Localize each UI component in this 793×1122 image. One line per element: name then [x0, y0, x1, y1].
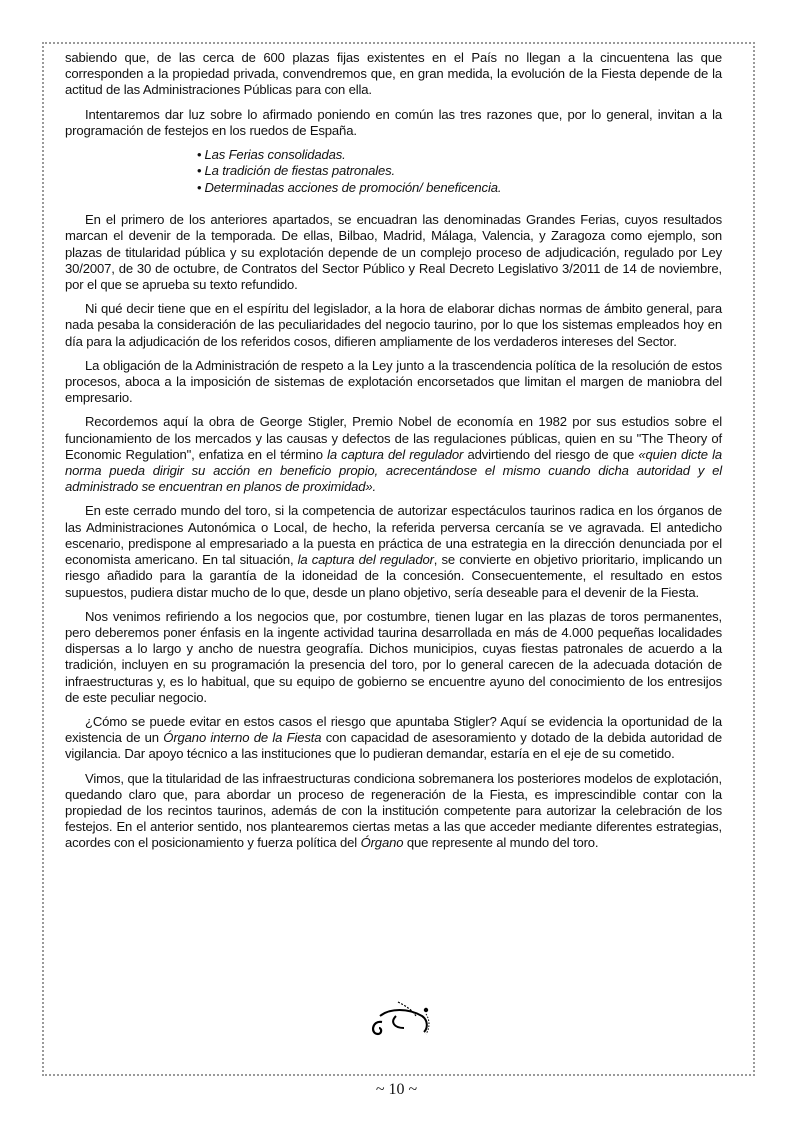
emphasis: Órgano [360, 835, 404, 851]
paragraph [65, 771, 722, 852]
text-run: , se convierte en objetivo prioritario, implicando un riesgo añadido para la garantía de la idoneidad de la concesión. Consecuentemente, el resultado en estos supuestos, pudiera distar mucho de lo que, desde un plano objetivo, sería deseable para el devenir de la Fiesta. [65, 552, 722, 600]
paragraph: Ni qué decir tiene que en el espíritu del legislador, a la hora de elaborar dichas normas de ámbito general, para nada pesaba la consideración de las peculiaridades del negocio taurino, por lo que los sistemas empleados hoy en día para la adjudicación de los referidos cosos, difieren ampliamente de los verdaderos intereses del Sector. [65, 301, 722, 349]
flourish-ornament-icon [368, 994, 438, 1038]
paragraph [65, 503, 722, 600]
document-body [65, 50, 722, 860]
paragraph: La obligación de la Administración de respeto a la Ley junto a la trascendencia política de la resolución de estos procesos, aboca a la imposición de sistemas de explotación encorsetados que limitan el margen de maniobra del empresario. [65, 357, 722, 406]
reasons-list [197, 147, 722, 196]
text-run: con capacidad de asesoramiento y dotado de la debida autoridad de vigilancia. Dar apoyo técnico a las instituciones que lo pudieran demandar, estaría en el eje de su cometido. [65, 730, 722, 762]
text-run: Recordemos aquí la obra de George Stigler, Premio Nobel de economía en 1982 por sus estudios sobre el funcionamiento de los mercados y las causas y defectos de las regulaciones públicas, quien en su "The Theory of Economic Regulation", enfatiza en el término [65, 414, 722, 462]
emphasis: la captura del regulador [327, 446, 464, 462]
list-item: • Las Ferias consolidadas. [197, 147, 722, 163]
text-run: Vimos, que la titularidad de las infraestructuras condiciona sobremanera los posteriores modelos de explotación, quedando claro que, para abordar un proceso de regeneración de la Fiesta, es imprescindible contar con la propiedad de los recintos taurinos, además de con la institución competente para autorizar la celebración de los festejos. En el anterior sentido, nos plantearemos ciertas metas a las que acceder mediante diferentes estrategias, acordes con el posicionamiento y fuerza política del [65, 770, 722, 851]
page-number: ~ 10 ~ [375, 1081, 418, 1098]
paragraph: Intentaremos dar luz sobre lo afirmado poniendo en común las tres razones que, por lo general, invitan a la programación de festejos en los ruedos de España. [65, 106, 722, 138]
paragraph: sabiendo que, de las cerca de 600 plazas fijas existentes en el País no llegan a la cincuentena las que corresponden a la propiedad privada, convendremos que, en gran medida, la evolución de la Fiesta depende de la actitud de las Administraciones Públicas para con ella. [65, 50, 722, 98]
paragraph: Nos venimos refiriendo a los negocios que, por costumbre, tienen lugar en las plazas de toros permanentes, pero deberemos poner énfasis en la ingente actividad taurina desarrollada en más de 4.000 pequeñas localidades dispersas a lo largo y ancho de nuestra geografía. Dichos municipios, cuyas fiestas patronales de acuerdo a la tradición, incluyen en su programación la presencia del toro, por lo general carecen de la adecuada dotación de infraestructuras y, es lo habitual, que su equipo de gobierno se encuentre ayuno del conocimiento de los entresijos de este peculiar negocio. [65, 608, 722, 705]
paragraph: En el primero de los anteriores apartados, se encuadran las denominadas Grandes Ferias, cuyos resultados marcan el devenir de la temporada. De ellas, Bilbao, Madrid, Málaga, Valencia, y Zaragoza como ejemplo, son plazas de titularidad pública y su explotación depende de un complejo proceso de adjudicación, regulado por Ley 30/2007, de 30 de octubre, de Contratos del Sector Público y Real Decreto Legislativo 3/2011 de 14 de noviembre, por el que se aprueba su texto refundido. [65, 212, 722, 293]
emphasis: la captura del regulador [297, 552, 434, 568]
emphasis: Órgano interno de la Fiesta [163, 730, 322, 746]
list-item: • Determinadas acciones de promoción/ beneficencia. [197, 180, 722, 196]
text-run: ¿Cómo se puede evitar en estos casos el riesgo que apuntaba Stigler? Aquí se evidencia la oportunidad de la existencia de un [65, 713, 722, 746]
paragraph [65, 714, 722, 763]
quote: «quien dicte la norma pueda dirigir su acción en beneficio propio, acrecentándose el mismo cuando dicha autoridad y el administrado se encuentran en planos de proximidad». [65, 446, 723, 495]
text-run: que represente al mundo del toro. [403, 835, 599, 851]
text-run: En este cerrado mundo del toro, si la competencia de autorizar espectáculos taurinos radica en los órganos de las Administraciones Autonómica o Local, de hecho, la referida perversa cercanía se ve agravada. El antedicho escenario, predispone al empresariado a la puesta en práctica de una estrategia en la dirección denunciada por el economista americano. En tal situación, [65, 503, 722, 568]
paragraph [65, 414, 722, 495]
list-item: • La tradición de fiestas patronales. [197, 163, 722, 179]
text-run: advirtiendo del riesgo de que [463, 446, 639, 462]
